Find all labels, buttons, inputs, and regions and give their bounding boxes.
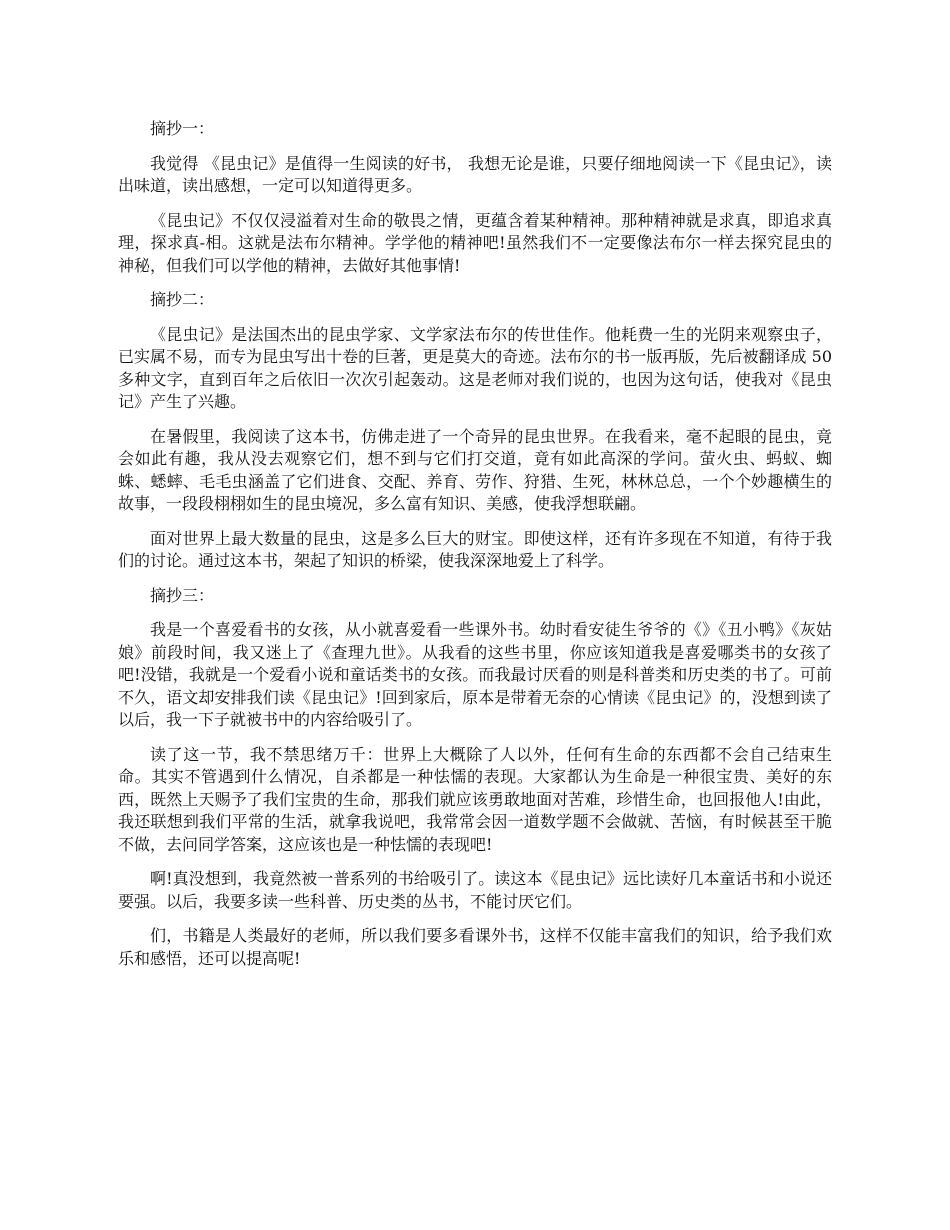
paragraph: 啊!真没想到，我竟然被一普系列的书给吸引了。读这本《昆虫记》远比读好几本童话书和小说还要强。以后，我要多读一些科普、历史类的丛书，不能讨厌它们。 [118,869,832,911]
paragraph: 们，书籍是人类最好的老师，所以我们要多看课外书，这样不仅能丰富我们的知识，给予我们欢乐和感悟，还可以提高呢! [118,926,832,968]
excerpt-heading-2: 摘抄二： [150,290,215,309]
paragraph: 《昆虫记》不仅仅浸溢着对生命的敬畏之情，更蕴含着某种精神。那种精神就是求真，即追求真理，探求真-相。这就是法布尔精神。学学他的精神吧!虽然我们不一定要像法布尔一样去探究昆虫的神秘，但我们可以学他的精神，去做好其他事情! [118,210,832,275]
document-page [118,118,832,982]
paragraph: 我觉得 《昆虫记》是值得一生阅读的好书， 我想无论是谁，只要仔细地阅读一下《昆虫记》，读出味道，读出感想，一定可以知道得更多。 [118,153,832,195]
paragraph: 在暑假里，我阅读了这本书，仿佛走进了一个奇异的昆虫世界。在我看来，毫不起眼的昆虫，竟会如此有趣，我从没去观察它们，想不到与它们打交道，竟有如此高深的学问。萤火虫、蚂蚁、蜘蛛、蟋蟀、毛毛虫涵盖了它们进食、交配、养育、劳作、狩猎、生死，林林总总，一个个妙趣横生的故事，一段段栩栩如生的昆虫境况，多么富有知识、美感，使我浮想联翩。 [118,426,832,513]
paragraph: 读了这一节，我不禁思绪万千：世界上大概除了人以外，任何有生命的东西都不会自己结束生命。其实不管遇到什么情况，自杀都是一种怯懦的表现。大家都认为生命是一种很宝贵、美好的东西，既然上天赐予了我们宝贵的生命，那我们就应该勇敢地面对苦难，珍惜生命，也回报他人!由此，我还联想到我们平常的生活，就拿我说吧，我常常会因一道数学题不会做就、苦恼，有时候甚至干脆不做，去问同学答案，这应该也是一种怯懦的表现吧! [118,744,832,854]
paragraph: 我是一个喜爱看书的女孩，从小就喜爱看一些课外书。幼时看安徒生爷爷的《》《丑小鸭》《灰姑娘》前段时间，我又迷上了《查理九世》。从我看的这些书里，你应该知道我是喜爱哪类书的女孩了吧!没错，我就是一个爱看小说和童话类书的女孩。而我最讨厌看的则是科普类和历史类的书了。可前不久，语文却安排我们读《昆虫记》!回到家后，原本是带着无奈的心情读《昆虫记》的，没想到读了以后，我一下子就被书中的内容给吸引了。 [118,620,832,729]
paragraph: 《昆虫记》是法国杰出的昆虫学家、文学家法布尔的传世佳作。他耗费一生的光阴来观察虫子，已实属不易，而专为昆虫写出十卷的巨著，更是莫大的奇迹。法布尔的书一版再版，先后被翻译成 50 多种文字，直到百年之后依旧一次次引起轰动。这是老师对我们说的，也因为这句话，使我对《昆虫记》产生了兴趣。 [118,324,832,411]
excerpt-heading-1: 摘抄一： [150,119,215,138]
paragraph: 面对世界上最大数量的昆虫，这是多么巨大的财宝。即使这样，还有许多现在不知道，有待于我们的讨论。通过这本书，架起了知识的桥梁，使我深深地爱上了科学。 [118,528,832,570]
excerpt-heading-3: 摘抄三： [150,585,215,605]
